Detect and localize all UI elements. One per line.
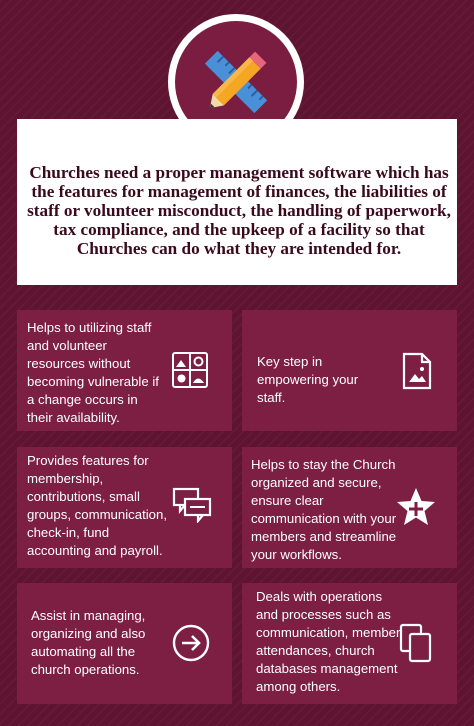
chat-bubbles-icon (172, 487, 212, 523)
feature-card-text: Key step in empowering your staff. (257, 354, 359, 405)
intro-box (17, 119, 457, 285)
star-plus-icon (395, 487, 437, 527)
copy-icon (399, 623, 433, 663)
feature-card-3 (17, 447, 232, 568)
arrow-circle-icon (172, 624, 210, 662)
document-image-icon (402, 352, 432, 390)
feature-card-1 (17, 310, 232, 431)
feature-card-text: Deals with operations and processes such as communication, member attendances, church databases management among others. (256, 589, 401, 694)
pencil-ruler-icon (193, 39, 279, 125)
feature-card-4 (242, 447, 457, 568)
image-gallery-icon (172, 352, 208, 388)
feature-card-2 (242, 310, 457, 431)
feature-card-6 (242, 583, 457, 704)
feature-card-text: Helps to stay the Church organized and secure, ensure clear communication with your members and streamline your workflows. (251, 457, 397, 562)
feature-card-text: Provides features for membership, contributions, small groups, communication, check-in, fund accounting and payroll. (27, 453, 168, 558)
feature-card-5 (17, 583, 232, 704)
feature-card-text: Assist in managing, organizing and also automating all the church operations. (31, 608, 146, 677)
intro-text: Churches need a proper management software which has the features for management of finances, the liabilities of staff or volunteer misconduct, the handling of paperwork, tax compliance, and the upkeep of a facility so that Churches can do what they are intended for. (27, 163, 451, 258)
feature-card-text: Helps to utilizing staff and volunteer resources without becoming vulnerable if a change occurs in their availability. (27, 320, 159, 425)
